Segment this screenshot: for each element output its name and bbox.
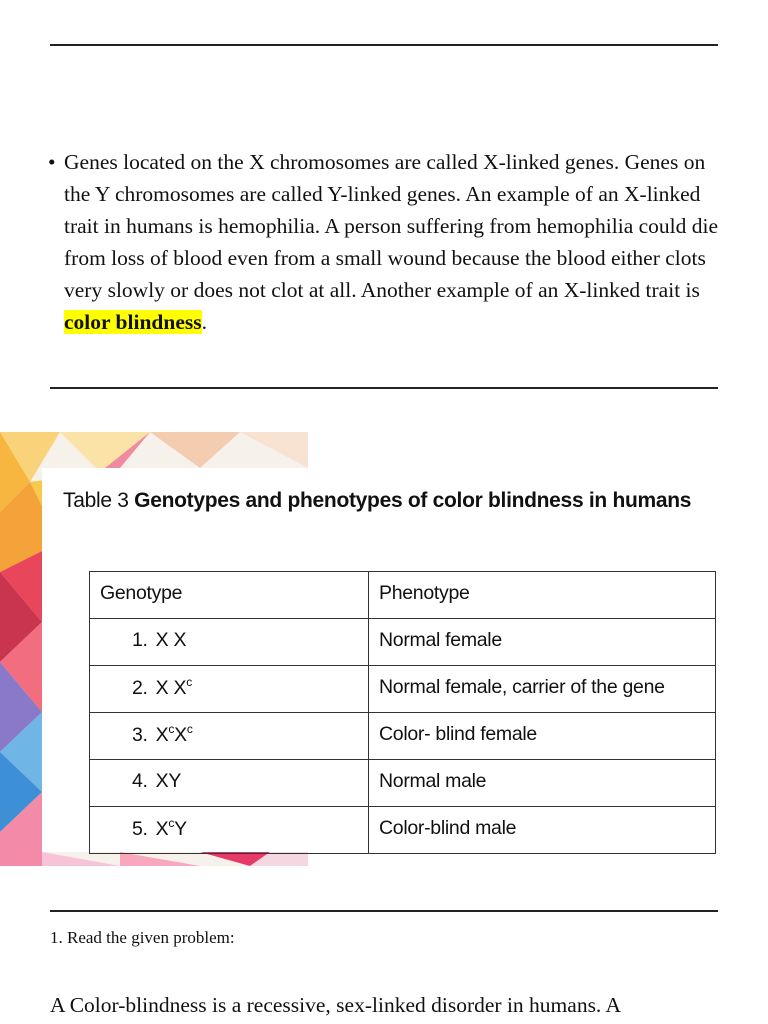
genotype-superscript: c [186,674,192,689]
bullet-text [64,146,720,338]
genotype-cell [90,807,369,854]
highlighted-term: color blindness [64,310,202,334]
genotype-cell [90,760,369,807]
genotype-cell [90,713,369,760]
phenotype-cell: Normal female, carrier of the gene [369,666,716,713]
genotype-table [89,571,716,854]
row-number: 4. [132,769,148,792]
genotype-superscript: c [168,721,175,736]
table-row [90,807,716,854]
header-genotype: Genotype [90,572,369,619]
bullet-paragraph [48,146,720,338]
genotype-value: X X [155,628,187,651]
genotype-cell [90,666,369,713]
table-header-row [90,572,716,619]
bottom-rule [50,910,718,912]
genotype-value: X [155,817,169,840]
bullet-text-main: Genes located on the X chromosomes are called X-linked genes. Genes on the Y chromosomes are called Y-linked genes. An example of an X-linked trait in humans is hemophilia. A person suffering from hemophilia could die from loss of blood even from a small wound because the blood either clots very slowly or does not clot at all. Another example of an X-linked trait is [64,150,719,302]
genotype-value: XY [155,769,182,792]
table-row [90,760,716,807]
bullet-text-end: . [201,310,207,334]
table-title: Genotypes and phenotypes of color blindness in humans [134,489,692,512]
genotype-value: X X [155,676,187,699]
genotype-superscript-2: c [186,721,193,736]
table-row [90,666,716,713]
genotype-tail: Y [174,817,187,840]
table-row [90,619,716,666]
genotype-superscript: c [168,815,175,830]
row-number: 3. [132,723,148,746]
row-number: 5. [132,817,148,840]
row-number: 1. [132,628,148,651]
table-label: Table 3 [63,489,135,512]
header-phenotype: Phenotype [369,572,716,619]
phenotype-cell: Normal male [369,760,716,807]
genotype-cell [90,619,369,666]
phenotype-cell: Color-blind male [369,807,716,854]
phenotype-cell: Normal female [369,619,716,666]
genotype-value: X [155,723,169,746]
phenotype-cell: Color- blind female [369,713,716,760]
section-rule [50,387,718,389]
problem-label: 1. Read the given problem: [50,928,235,947]
problem-text: A Color-blindness is a recessive, sex-linked disorder in humans. A [50,993,622,1017]
bullet-dot: • [48,150,56,174]
row-number: 2. [132,676,148,699]
genotype-value-2: X [174,723,187,746]
table-row [90,713,716,760]
table-caption [63,489,691,513]
top-rule [50,44,718,46]
